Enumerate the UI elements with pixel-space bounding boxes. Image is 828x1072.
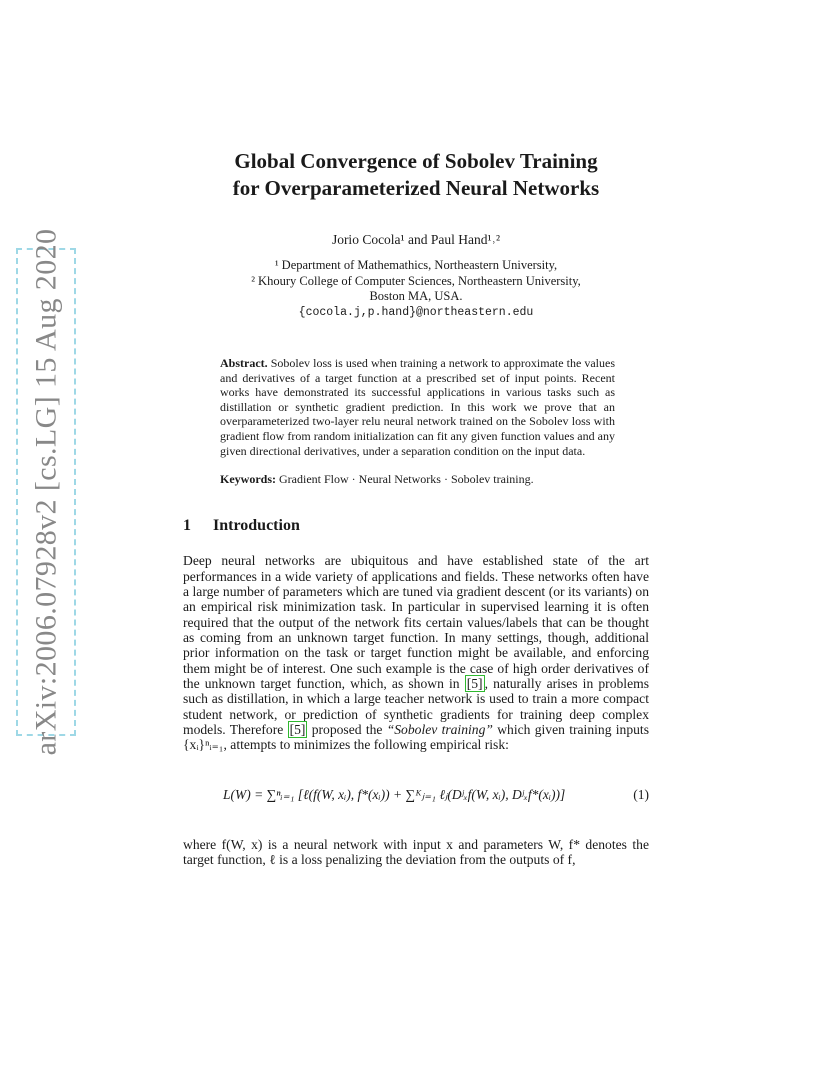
arxiv-stamp-text: arXiv:2006.07928v2 [cs.LG] 15 Aug 2020 xyxy=(29,228,62,756)
equation-1 xyxy=(183,777,649,821)
sobolev-training-quote: “Sobolev training” xyxy=(386,721,493,737)
affiliations xyxy=(183,258,649,320)
equation-number: (1) xyxy=(633,786,649,802)
citation-link-5-second[interactable]: [5] xyxy=(289,721,306,737)
affiliation-1: ¹ Department of Mathemathics, Northeastern University, xyxy=(274,258,558,272)
keywords xyxy=(220,472,615,487)
section-heading xyxy=(183,517,649,535)
equation-body: L(W) = ∑ⁿᵢ₌₁ [ℓ(f(W, xᵢ), f*(xᵢ)) + ∑ᴷⱼ₌₁ ℓⱼ(Dʲₓf(W, xᵢ), Dʲₓf*(xᵢ))] xyxy=(223,786,566,802)
title-line-2: for Overparameterized Neural Networks xyxy=(232,176,600,200)
title-line-1: Global Convergence of Sobolev Training xyxy=(234,149,598,173)
intro-text-1: Deep neural networks are ubiquitous and have established state of the art performances in a wide variety of applications and fields. These networks often have a large number of parameters which are tuned via gradient descent (or its variants) on an empirical risk minimization task. In particular in supervised learning it is often required that the output of the network fits certain values/labels that can be thought as coming from an unknown target function. In many settings, though, additional prior information on the task or target function might be available, and enforcing them might be of interest. One such example is the case of high order derivatives of the unknown target function, which, as shown in xyxy=(183,553,649,691)
affiliation-2: ² Khoury College of Computer Sciences, Northeastern University, xyxy=(251,273,581,288)
affiliation-3: Boston MA, USA. xyxy=(369,289,463,303)
arxiv-identifier-stamp[interactable] xyxy=(16,228,76,756)
abstract-label: Abstract. xyxy=(220,356,268,370)
section-title: Introduction xyxy=(213,517,300,535)
intro-text-4: which given training inputs {xᵢ}ⁿᵢ₌₁, attempts to minimizes the following empirical risk: xyxy=(183,721,650,753)
paper-title xyxy=(183,148,649,202)
post-equation-paragraph: where f(W, x) is a neural network with input x and parameters W, f* denotes the target function, ℓ is a loss penalizing the deviation from the outputs of f, xyxy=(183,836,649,867)
paper-page xyxy=(183,148,649,867)
keywords-text: Gradient Flow · Neural Networks · Sobolev training. xyxy=(279,472,534,487)
intro-text-3: proposed the xyxy=(307,721,387,737)
abstract-text: Sobolev loss is used when training a network to approximate the values and derivatives of a target function at a prescribed set of input points. Recent works have demonstrated its successful applications in various tasks such as distillation or synthetic gradient prediction. In this work we prove that an overparameterized two-layer relu neural network trained on the Sobolev loss with gradient flow from random initialization can fit any given function values and any given directional derivatives, under a separation condition on the input data. xyxy=(220,356,615,458)
section-number: 1 xyxy=(183,517,191,535)
intro-paragraph xyxy=(183,553,649,752)
abstract xyxy=(220,356,615,458)
author-list: Jorio Cocola¹ and Paul Hand¹˒² xyxy=(331,232,501,247)
citation-link-5[interactable]: [5] xyxy=(466,675,483,691)
author-email[interactable]: {cocola.j,p.hand}@northeastern.edu xyxy=(298,305,534,319)
keywords-label: Keywords: xyxy=(220,472,276,487)
intro-text-2: , naturally arises in problems such as distillation, in which a large teacher network is used to train a more compact student network, or prediction of synthetic gradients for training deep complex models. Therefore xyxy=(183,675,649,737)
